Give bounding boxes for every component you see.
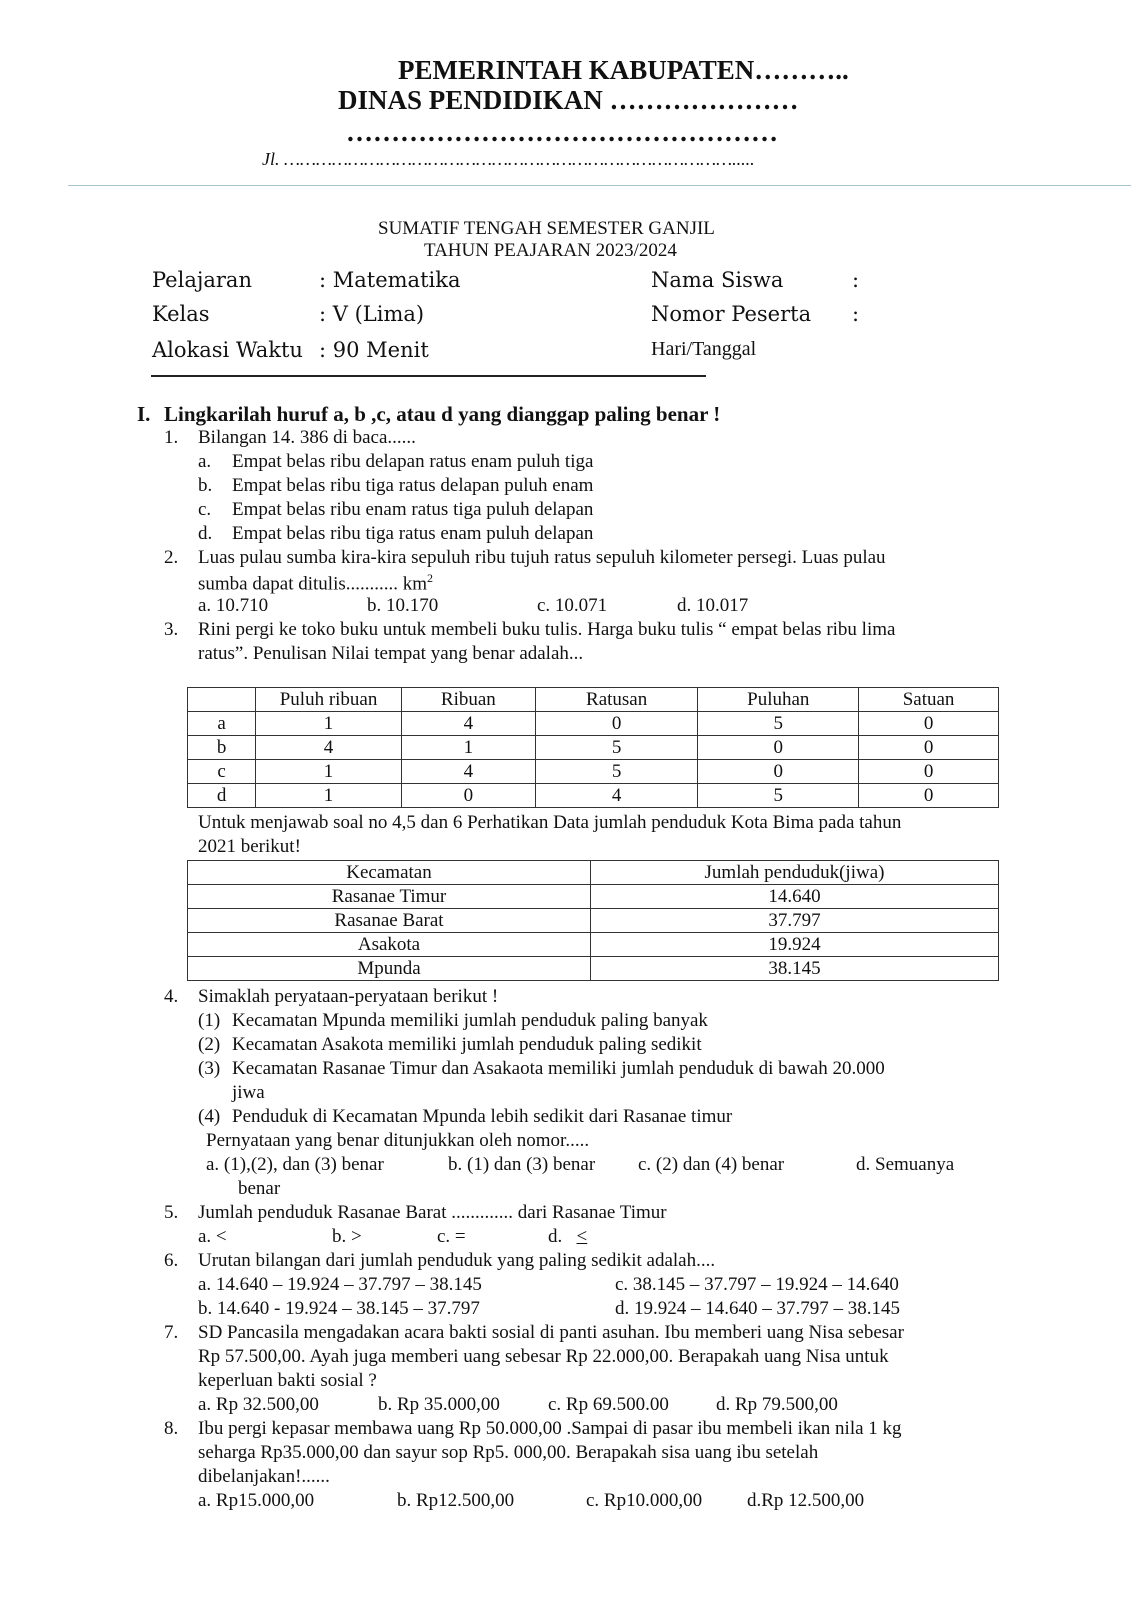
q5-option-a: a. <: [198, 1226, 227, 1247]
table-cell: 14.640: [591, 885, 999, 909]
name-colon: :: [852, 268, 860, 292]
q1-option-a-letter: a.: [198, 451, 212, 472]
table-header-cell: Jumlah penduduk(jiwa): [591, 861, 999, 885]
info-divider: [151, 375, 706, 377]
q4-statement-2: Kecamatan Asakota memiliki jumlah penduduk paling sedikit: [232, 1034, 702, 1055]
q6-option-a: a. 14.640 – 19.924 – 37.797 – 38.145: [198, 1274, 482, 1295]
q4-option-b: b. (1) dan (3) benar: [448, 1154, 596, 1175]
q1-option-d-letter: d.: [198, 523, 213, 544]
table-cell: 38.145: [591, 957, 999, 981]
q5-option-d: d. <: [548, 1226, 588, 1247]
table-row: [188, 933, 999, 957]
q4-prompt: Pernyataan yang benar ditunjukkan oleh nomor.....: [206, 1130, 590, 1151]
table-cell: a: [188, 712, 256, 736]
q4-statement-1-number: (1): [198, 1010, 221, 1031]
table-row: [188, 909, 999, 933]
q7-option-d: d. Rp 79.500,00: [716, 1394, 838, 1415]
q1-option-b-letter: b.: [198, 475, 213, 496]
q8-option-d: d.Rp 12.500,00: [747, 1490, 865, 1511]
table-cell: 1: [256, 784, 402, 808]
class-label: Kelas: [152, 302, 210, 326]
section-numeral: I.: [137, 402, 151, 426]
place-value-table: [187, 687, 999, 808]
table-header-cell: [188, 688, 256, 712]
table-row: [188, 957, 999, 981]
q2-option-b: b. 10.170: [367, 595, 439, 616]
q7-line-2: Rp 57.500,00. Ayah juga memberi uang sebesar Rp 22.000,00. Berapakah uang Nisa untuk: [198, 1346, 889, 1367]
q4-statement-3-number: (3): [198, 1058, 221, 1079]
q3-number: 3.: [164, 619, 179, 640]
q4-option-c: c. (2) dan (4) benar: [638, 1154, 785, 1175]
q4-option-a: a. (1),(2), dan (3) benar: [206, 1154, 384, 1175]
table-cell: Mpunda: [188, 957, 591, 981]
q2-number: 2.: [164, 547, 179, 568]
table-header-cell: Ratusan: [535, 688, 698, 712]
table-cell: 37.797: [591, 909, 999, 933]
q1-option-c-letter: c.: [198, 499, 212, 520]
q6-option-b: b. 14.640 - 19.924 – 38.145 – 37.797: [198, 1298, 480, 1319]
subject-label: Pelajaran: [152, 268, 252, 292]
header-line-1: PEMERINTAH KABUPATEN………..: [398, 55, 849, 85]
q6-number: 6.: [164, 1250, 179, 1271]
q8-option-c: c. Rp10.000,00: [586, 1490, 703, 1511]
q5-option-b: b. >: [332, 1226, 362, 1247]
table-cell: 4: [401, 760, 535, 784]
table-cell: 5: [698, 712, 859, 736]
data-intro-line-2: 2021 berikut!: [198, 836, 301, 857]
name-label: Nama Siswa: [651, 268, 784, 292]
q8-line-1: Ibu pergi kepasar membawa uang Rp 50.000,00 .Sampai di pasar ibu membeli ikan nila 1 kg: [198, 1418, 902, 1439]
exam-title: SUMATIF TENGAH SEMESTER GANJIL: [378, 218, 715, 239]
q4-statement-2-number: (2): [198, 1034, 221, 1055]
section-instruction: Lingkarilah huruf a, b ,c, atau d yang dianggap paling benar !: [164, 402, 721, 426]
table-cell: 5: [535, 736, 698, 760]
population-table: [187, 860, 999, 981]
table-cell: 1: [256, 760, 402, 784]
table-header-cell: Puluh ribuan: [256, 688, 402, 712]
header-divider: [68, 185, 1131, 186]
table-row: [188, 784, 999, 808]
table-cell: 4: [256, 736, 402, 760]
class-value: : V (Lima): [319, 302, 425, 326]
table-cell: d: [188, 784, 256, 808]
table-header-cell: Ribuan: [401, 688, 535, 712]
table-cell: Rasanae Barat: [188, 909, 591, 933]
q6-option-d: d. 19.924 – 14.640 – 37.797 – 38.145: [615, 1298, 900, 1319]
table-cell: 1: [401, 736, 535, 760]
q4-statement-4-number: (4): [198, 1106, 221, 1127]
q5-option-c: c. =: [437, 1226, 466, 1247]
q7-number: 7.: [164, 1322, 179, 1343]
q4-number: 4.: [164, 986, 179, 1007]
q8-number: 8.: [164, 1418, 179, 1439]
q4-statement-3: Kecamatan Rasanae Timur dan Asakaota memiliki jumlah penduduk di bawah 20.000: [232, 1058, 885, 1079]
q2-line-2: sumba dapat ditulis........... $km^2$: [198, 571, 434, 595]
table-cell: 0: [859, 760, 999, 784]
table-cell: Rasanae Timur: [188, 885, 591, 909]
q2-line-1: Luas pulau sumba kira-kira sepuluh ribu tujuh ratus sepuluh kilometer persegi. Luas pulau: [198, 547, 886, 568]
header-line-3: …………………………………………: [346, 117, 778, 147]
table-cell: 1: [256, 712, 402, 736]
q4-text: Simaklah peryataan-peryataan berikut !: [198, 986, 499, 1007]
table-row: [188, 885, 999, 909]
header-address: Jl. ………………………………………………………………………….....: [262, 149, 755, 169]
q8-option-b: b. Rp12.500,00: [397, 1490, 515, 1511]
q4-statement-1: Kecamatan Mpunda memiliki jumlah penduduk paling banyak: [232, 1010, 708, 1031]
exam-year: TAHUN PEAJARAN 2023/2024: [424, 240, 677, 261]
table-cell: 4: [401, 712, 535, 736]
time-value: : 90 Menit: [319, 338, 429, 362]
q1-option-c: Empat belas ribu enam ratus tiga puluh delapan: [232, 499, 594, 520]
q7-option-a: a. Rp 32.500,00: [198, 1394, 319, 1415]
table-row: [188, 736, 999, 760]
q4-statement-4: Penduduk di Kecamatan Mpunda lebih sedikit dari Rasanae timur: [232, 1106, 733, 1127]
q4-option-d: d. Semuanya: [856, 1154, 955, 1175]
q1-option-b: Empat belas ribu tiga ratus delapan puluh enam: [232, 475, 594, 496]
table-cell: 0: [698, 736, 859, 760]
table-header-cell: Satuan: [859, 688, 999, 712]
subject-value: : Matematika: [319, 268, 461, 292]
table-header-row: [188, 861, 999, 885]
header-line-2: DINAS PENDIDIKAN …………………: [338, 85, 799, 115]
table-cell: 0: [859, 712, 999, 736]
q7-line-3: keperluan bakti sosial ?: [198, 1370, 377, 1391]
table-cell: 0: [401, 784, 535, 808]
q2-superscript: 2: [427, 571, 434, 585]
table-cell: c: [188, 760, 256, 784]
q7-line-1: SD Pancasila mengadakan acara bakti sosial di panti asuhan. Ibu memberi uang Nisa sebesar: [198, 1322, 904, 1343]
q1-option-d: Empat belas ribu tiga ratus enam puluh delapan: [232, 523, 594, 544]
q3-line-2: ratus”. Penulisan Nilai tempat yang benar adalah...: [198, 643, 584, 664]
table-cell: Asakota: [188, 933, 591, 957]
number-label: Nomor Peserta: [651, 302, 812, 326]
q5-option-d-symbol: <: [576, 1226, 588, 1247]
q6-option-c: c. 38.145 – 37.797 – 19.924 – 14.640: [615, 1274, 899, 1295]
number-colon: :: [852, 302, 860, 326]
q2-option-d: d. 10.017: [677, 595, 749, 616]
table-cell: 4: [535, 784, 698, 808]
q5-number: 5.: [164, 1202, 179, 1223]
q3-line-1: Rini pergi ke toko buku untuk membeli buku tulis. Harga buku tulis “ empat belas ribu lima: [198, 619, 896, 640]
table-cell: 0: [859, 736, 999, 760]
table-cell: 0: [698, 760, 859, 784]
date-label: Hari/Tanggal: [651, 338, 757, 360]
q4-statement-3-continued: jiwa: [232, 1082, 265, 1103]
q6-text: Urutan bilangan dari jumlah penduduk yang paling sedikit adalah....: [198, 1250, 716, 1271]
table-cell: 0: [535, 712, 698, 736]
q1-number: 1.: [164, 427, 179, 448]
q5-text: Jumlah penduduk Rasanae Barat ............. dari Rasanae Timur: [198, 1202, 667, 1223]
table-cell: 0: [859, 784, 999, 808]
q8-option-a: a. Rp15.000,00: [198, 1490, 315, 1511]
table-cell: 5: [698, 784, 859, 808]
table-header-row: [188, 688, 999, 712]
table-header-cell: Puluhan: [698, 688, 859, 712]
table-row: [188, 760, 999, 784]
table-row: [188, 712, 999, 736]
table-cell: b: [188, 736, 256, 760]
q8-line-2: seharga Rp35.000,00 dan sayur sop Rp5. 000,00. Berapakah sisa uang ibu setelah: [198, 1442, 819, 1463]
table-cell: 19.924: [591, 933, 999, 957]
q2-option-a: a. 10.710: [198, 595, 269, 616]
q7-option-c: c. Rp 69.500.00: [548, 1394, 669, 1415]
q1-text: Bilangan 14. 386 di baca......: [198, 427, 416, 448]
q1-option-a: Empat belas ribu delapan ratus enam puluh tiga: [232, 451, 594, 472]
table-cell: 5: [535, 760, 698, 784]
q8-line-3: dibelanjakan!......: [198, 1466, 330, 1487]
q2-option-c: c. 10.071: [537, 595, 608, 616]
q7-option-b: b. Rp 35.000,00: [378, 1394, 500, 1415]
table-header-cell: Kecamatan: [188, 861, 591, 885]
q4-option-d-continued: benar: [238, 1178, 281, 1199]
data-intro-line-1: Untuk menjawab soal no 4,5 dan 6 Perhatikan Data jumlah penduduk Kota Bima pada tahun: [198, 812, 902, 833]
time-label: Alokasi Waktu: [152, 338, 303, 362]
